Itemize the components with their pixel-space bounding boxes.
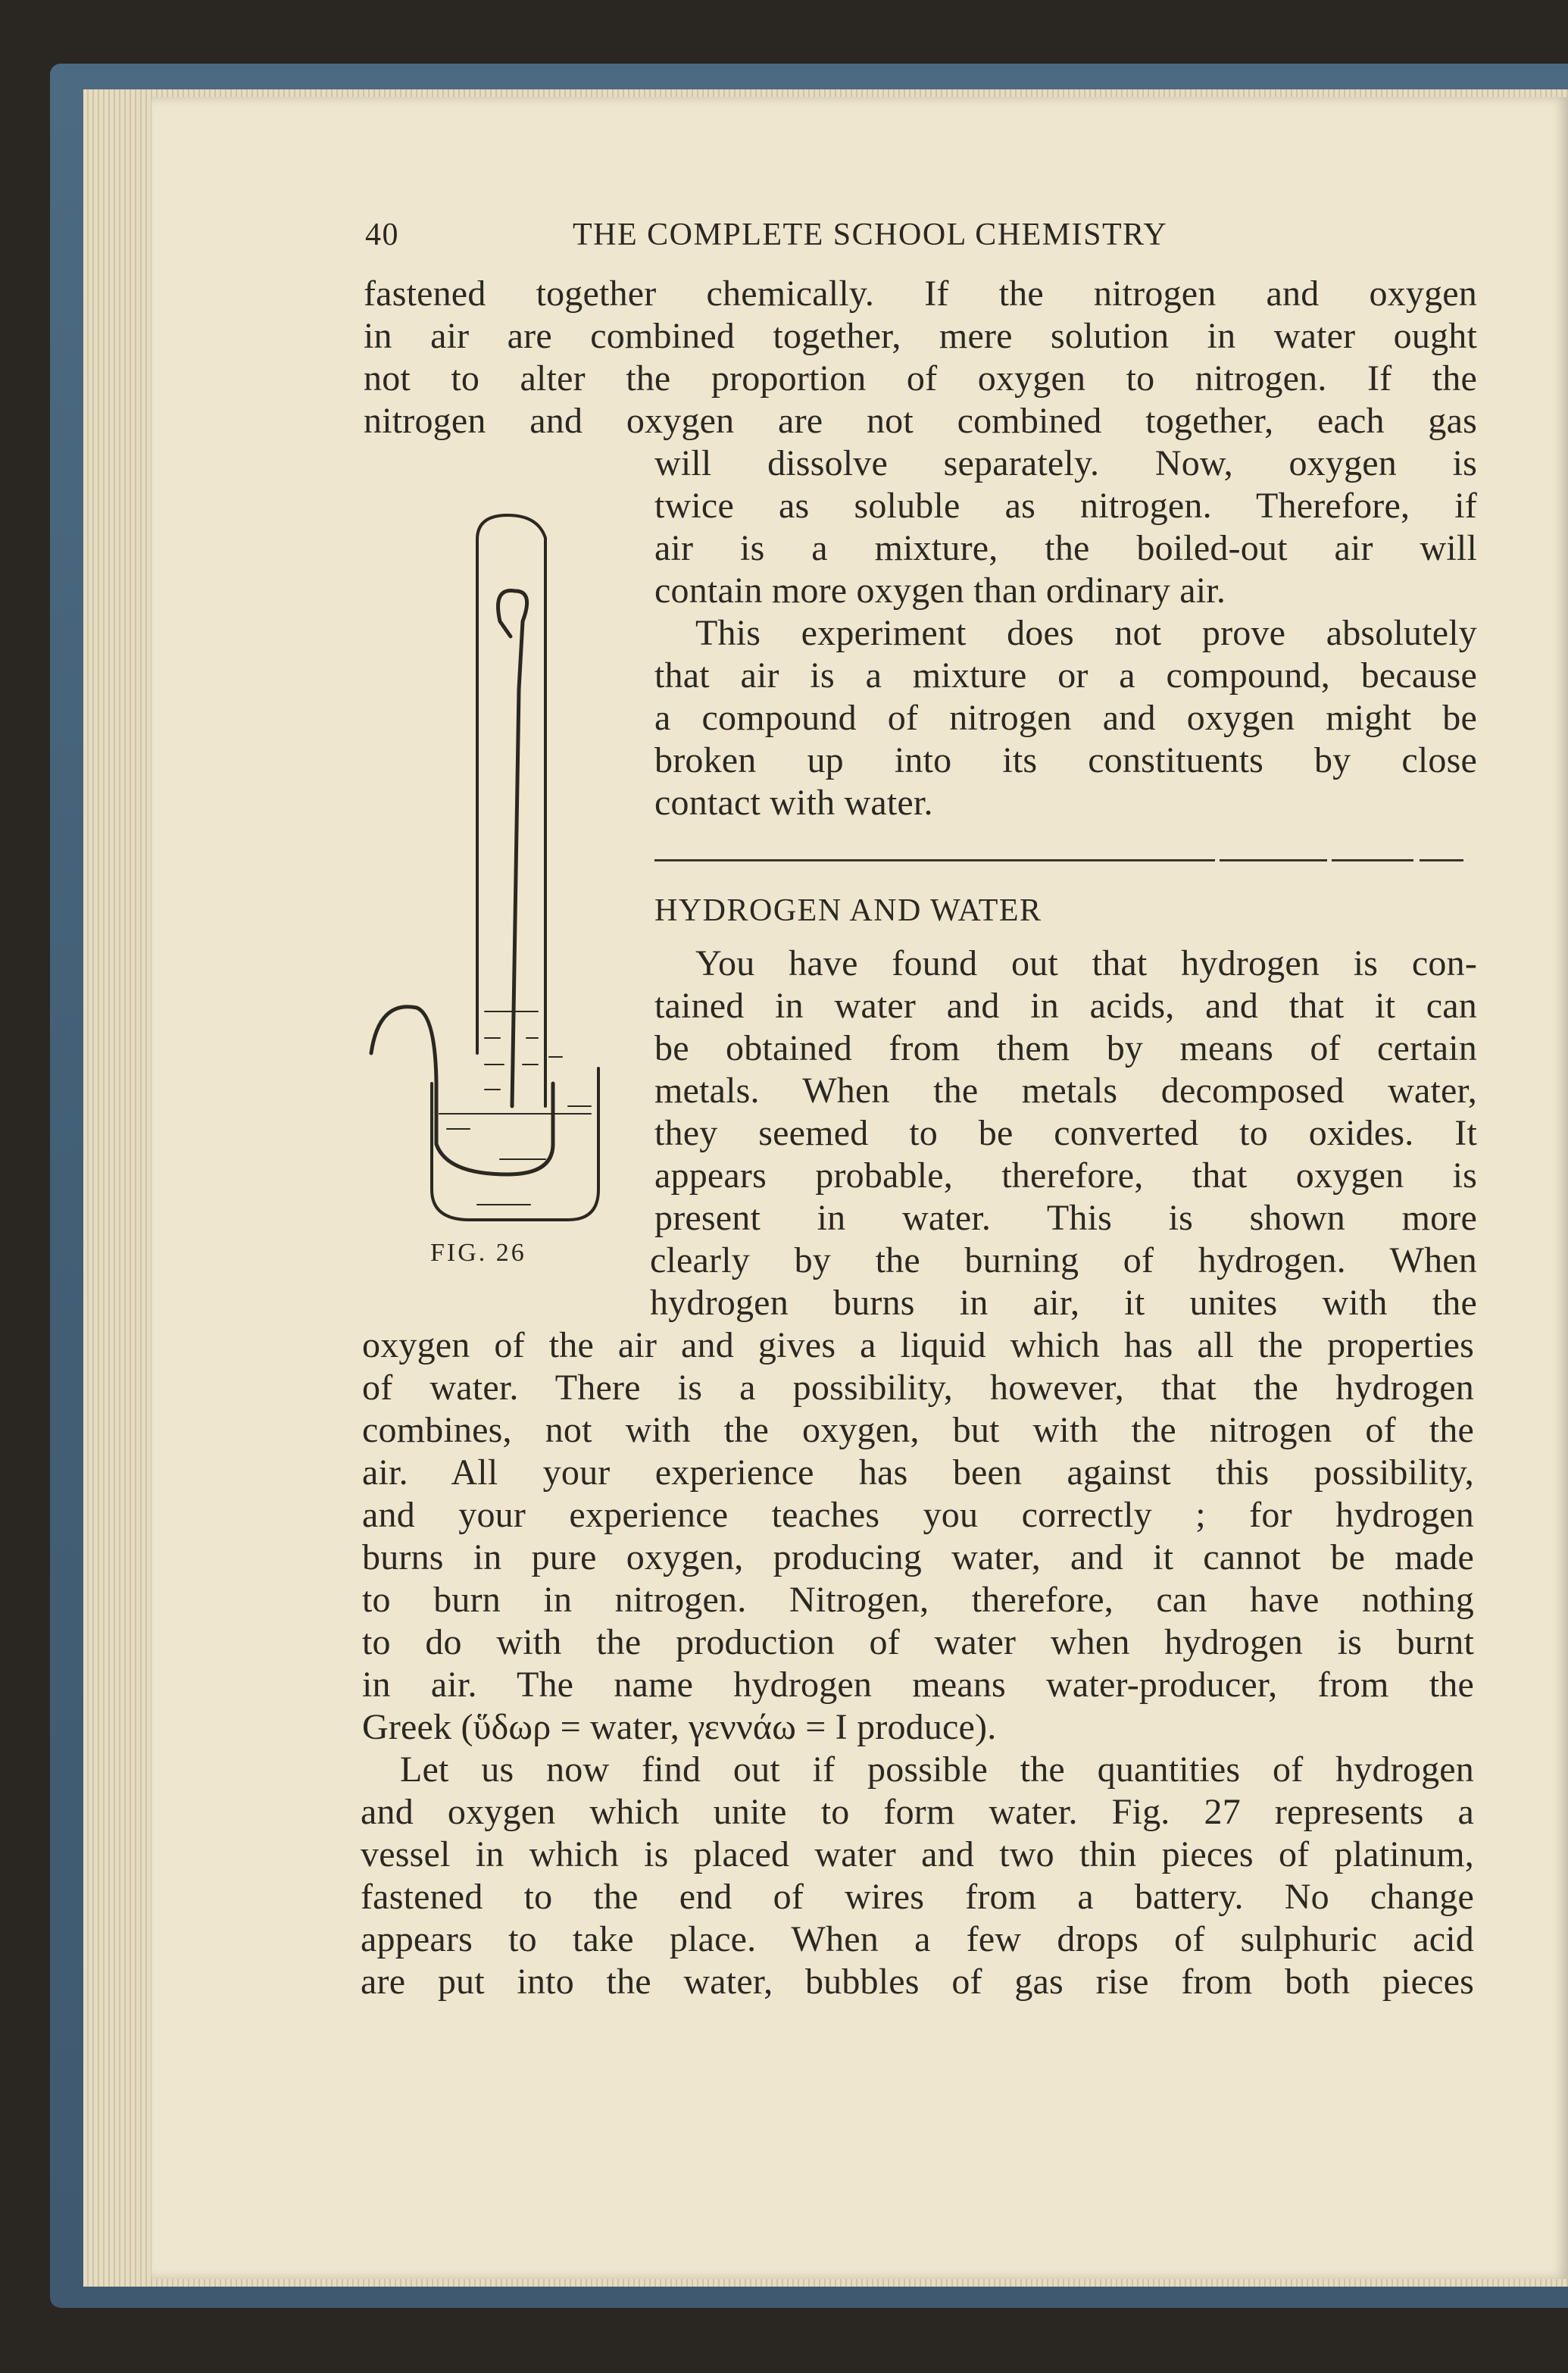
text-line: tained in water and in acids, and that it can [654,986,1477,1026]
text-line: are put into the water, bubbles of gas rise from both pieces [361,1962,1474,2002]
rule-break [1413,858,1420,863]
text-line: fastened to the end of wires from a battery. No change [361,1877,1474,1917]
text-line: vessel in which is placed water and two thin pieces of platinum, [361,1834,1474,1874]
running-head: THE COMPLETE SCHOOL CHEMISTRY [573,217,1168,252]
text-line: to do with the production of water when hydrogen is burnt [362,1622,1474,1662]
figure-caption: FIG. 26 [430,1239,526,1267]
text-line: be obtained from them by means of certain [654,1028,1477,1068]
text-line: to burn in nitrogen. Nitrogen, therefore, can have nothing [362,1580,1474,1620]
text-line: in air. The name hydrogen means water-producer, from the [362,1665,1474,1705]
text-line: broken up into its constituents by close [654,740,1477,780]
text-line: fastened together chemically. If the nitrogen and oxygen [364,274,1477,314]
text-line: This experiment does not prove absolutely [695,613,1477,653]
text-line: air is a mixture, the boiled-out air will [654,528,1477,568]
text-line: not to alter the proportion of oxygen to nitrogen. If the [364,358,1477,399]
section-rule [654,859,1463,861]
page-number: 40 [365,217,399,252]
rule-break [1327,858,1332,863]
text-line: oxygen of the air and gives a liquid which has all the properties [362,1325,1474,1365]
text-line: air. All your experience has been against this possibility, [362,1452,1474,1493]
text-line: present in water. This is shown more [654,1198,1477,1238]
text-line: that air is a mixture or a compound, because [654,655,1477,696]
text-line: hydrogen burns in air, it unites with the [650,1283,1477,1323]
text-line: they seemed to be converted to oxides. It [654,1113,1477,1153]
text-line: combines, not with the oxygen, but with the nitrogen of the [362,1410,1474,1450]
text-line: a compound of nitrogen and oxygen might be [654,698,1477,738]
text-line: and oxygen which unite to form water. Fig. 27 represents a [361,1792,1474,1832]
rule-break [1215,858,1220,863]
text-line: in air are combined together, mere solution in water ought [364,316,1477,356]
text-line: contain more oxygen than ordinary air. [654,571,1226,611]
text-line: Greek (ὕδωρ = water, γεννάω = I produce). [362,1707,997,1747]
text-line: metals. When the metals decomposed water, [654,1071,1477,1111]
text-line: appears probable, therefore, that oxygen is [654,1155,1477,1196]
text-line: You have found out that hydrogen is con- [695,943,1477,983]
text-line: nitrogen and oxygen are not combined together, each gas [364,401,1477,441]
text-line: burns in pure oxygen, producing water, and it cannot be made [362,1537,1474,1577]
text-line: twice as soluble as nitrogen. Therefore, if [654,486,1477,526]
section-heading: HYDROGEN AND WATER [654,893,1042,928]
text-line: appears to take place. When a few drops of sulphuric acid [361,1919,1474,1959]
text-line: contact with water. [654,783,933,823]
text-line: of water. There is a possibility, however, that the hydrogen [362,1368,1474,1408]
text-line: will dissolve separately. Now, oxygen is [654,443,1477,483]
text-line: clearly by the burning of hydrogen. When [650,1240,1477,1280]
text-line: and your experience teaches you correctly ; for hydrogen [362,1495,1474,1535]
text-line: Let us now find out if possible the quantities of hydrogen [400,1749,1474,1790]
figure-26-apparatus [364,508,621,1235]
